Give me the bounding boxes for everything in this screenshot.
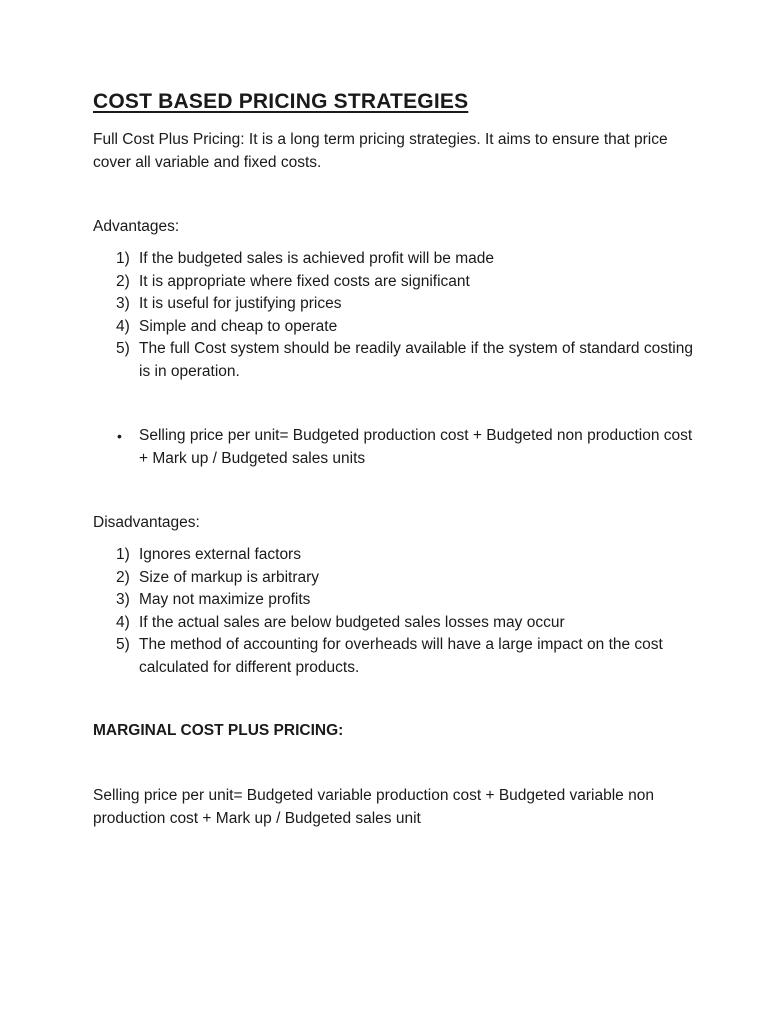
list-item-text: May not maximize profits bbox=[139, 591, 311, 608]
list-item-number: 3) bbox=[116, 295, 130, 312]
list-item bbox=[93, 589, 693, 612]
list-item-number: 1) bbox=[116, 546, 130, 563]
list-item bbox=[93, 316, 693, 339]
list-item bbox=[93, 634, 693, 679]
marginal-heading: MARGINAL COST PLUS PRICING: bbox=[93, 722, 344, 739]
marginal-formula: Selling price per unit= Budgeted variable production cost + Budgeted variable non production cost + Mark up / Budgeted sales unit bbox=[93, 787, 654, 827]
advantages-heading: Advantages: bbox=[93, 218, 180, 235]
list-item-number: 4) bbox=[116, 317, 130, 335]
intro-paragraph: Full Cost Plus Pricing: It is a long term pricing strategies. It aims to ensure that price cover all variable and fixed costs. bbox=[93, 131, 668, 171]
bullet-icon: • bbox=[117, 428, 122, 444]
list-item-text: The method of accounting for overheads will have a large impact on the cost calculated for different products. bbox=[139, 636, 663, 676]
list-item-text: The full Cost system should be readily available if the system of standard costing is in operation. bbox=[139, 340, 693, 380]
list-item bbox=[93, 567, 693, 590]
list-item-text: It is appropriate where fixed costs are significant bbox=[139, 272, 470, 290]
full-cost-formula bbox=[93, 425, 693, 470]
list-item-text: Size of markup is arbitrary bbox=[139, 568, 320, 586]
list-item bbox=[93, 293, 693, 316]
list-item-number: 2) bbox=[116, 272, 130, 290]
full-cost-formula-text: Selling price per unit= Budgeted production cost + Budgeted non production cost + Mark up / Budgeted sales units bbox=[139, 427, 693, 467]
list-item bbox=[93, 248, 693, 271]
list-item-number: 4) bbox=[116, 613, 130, 631]
list-item bbox=[93, 612, 693, 635]
disadvantages-list bbox=[93, 544, 693, 679]
list-item-number: 1) bbox=[116, 250, 130, 267]
list-item-number: 5) bbox=[116, 636, 130, 653]
list-item bbox=[93, 271, 693, 294]
list-item bbox=[93, 544, 693, 567]
disadvantages-heading: Disadvantages: bbox=[93, 514, 200, 531]
list-item-number: 5) bbox=[116, 340, 130, 357]
list-item-number: 3) bbox=[116, 591, 130, 608]
list-item-text: Ignores external factors bbox=[139, 546, 301, 563]
list-item-number: 2) bbox=[116, 568, 130, 586]
list-item-text: Simple and cheap to operate bbox=[139, 317, 338, 335]
list-item-text: It is useful for justifying prices bbox=[139, 295, 342, 312]
advantages-list bbox=[93, 248, 693, 383]
page-title: COST BASED PRICING STRATEGIES bbox=[93, 90, 469, 113]
list-item-text: If the budgeted sales is achieved profit will be made bbox=[139, 250, 494, 267]
list-item-text: If the actual sales are below budgeted sales losses may occur bbox=[139, 613, 565, 631]
list-item bbox=[93, 338, 693, 383]
